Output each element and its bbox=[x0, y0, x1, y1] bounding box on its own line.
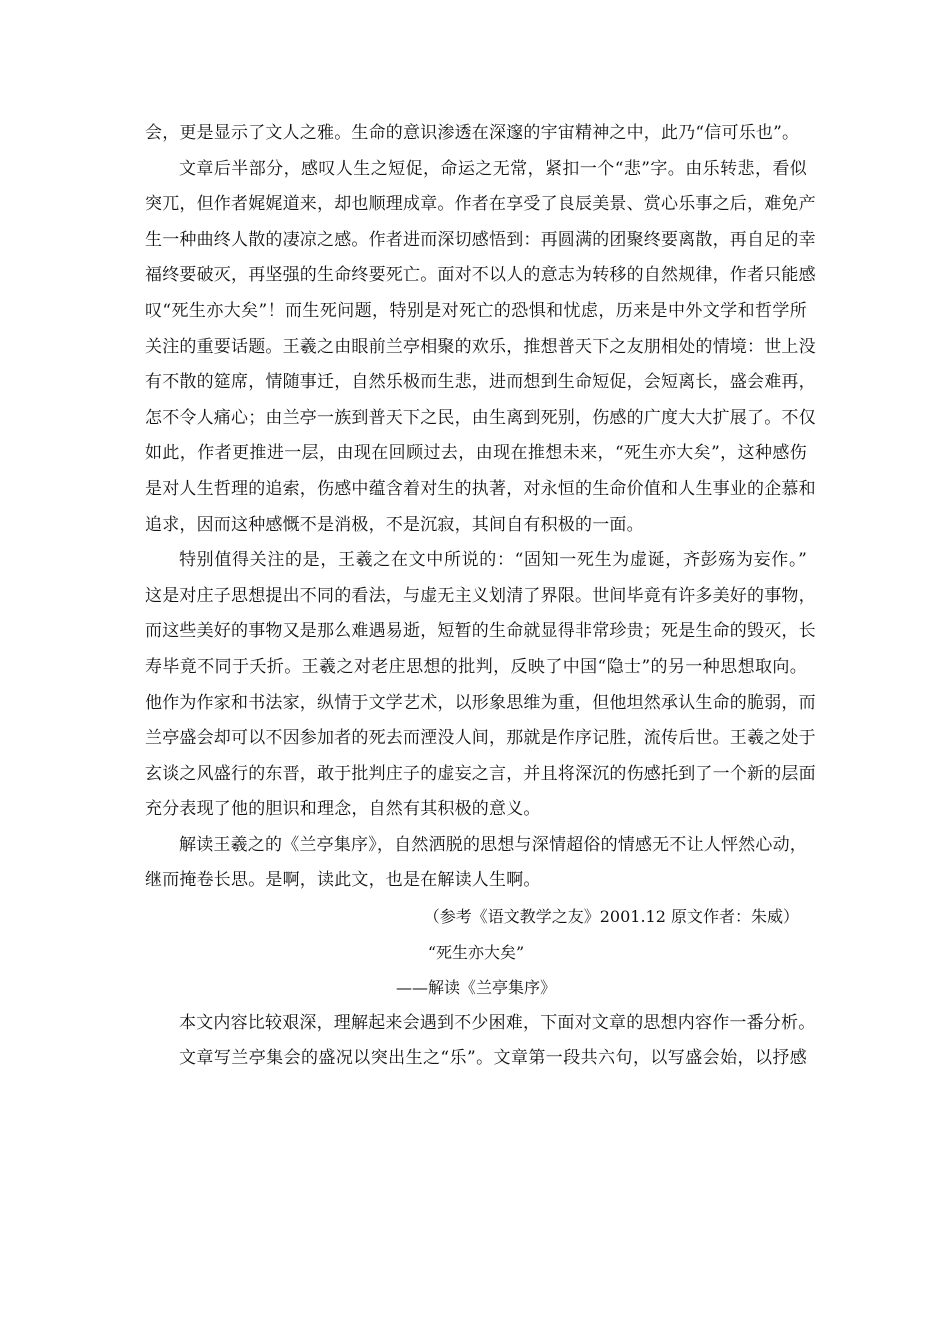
text-line: 会，更是显示了文人之雅。生命的意识渗透在深邃的宇宙精神之中，此乃“信可乐也”。 bbox=[145, 123, 800, 143]
text-line: 文章后半部分，感叹人生之短促，命运之无常，紧扣一个“悲”字。由乐转悲，看似 bbox=[179, 158, 807, 179]
text-line: 如此，作者更推进一层，由现在回顾过去，由现在推想未来，“死生亦大矣”，这种感伤 bbox=[145, 443, 807, 464]
text-line: 关注的重要话题。王羲之由眼前兰亭相聚的欢乐，推想普天下之友朋相处的情境：世上没 bbox=[145, 336, 816, 357]
source-note: （参考《语文教学之友》2001.12 原文作者：朱威） bbox=[423, 907, 799, 927]
paragraph-conclusion bbox=[145, 828, 807, 899]
paragraph-continuation bbox=[145, 116, 807, 152]
text-line: 本文内容比较艰深，理解起来会遇到不少困难，下面对文章的思想内容作一番分析。 bbox=[179, 1012, 816, 1033]
text-line: 追求，因而这种感慨不是消极，不是沉寂，其间自有积极的一面。 bbox=[145, 514, 644, 535]
text-line: 寿毕竟不同于夭折。王羲之对老庄思想的批判，反映了中国“隐士”的另一种思想取向。 bbox=[145, 656, 807, 677]
paragraph-joy bbox=[145, 1041, 807, 1077]
article-subtitle: ——解读《兰亭集序》 bbox=[395, 978, 556, 998]
text-line: 特别值得关注的是，王羲之在文中所说的：“固知一死生为虚诞，齐彭殇为妄作。” bbox=[179, 550, 807, 571]
text-line: 解读王羲之的《兰亭集序》，自然洒脱的思想与深情超俗的情感无不让人怦然心动， bbox=[179, 834, 807, 855]
text-line: 福终要破灭，再坚强的生命终要死亡。面对不以人的意志为转移的自然规律，作者只能感 bbox=[145, 265, 816, 286]
text-line: 文章写兰亭集会的盛况以突出生之“乐”。文章第一段共六句，以写盛会始，以抒感 bbox=[179, 1048, 807, 1069]
text-line: 充分表现了他的胆识和理念，自然有其积极的意义。 bbox=[145, 799, 541, 820]
text-line: 这是对庄子思想提出不同的看法，与虚无主义划清了界限。世间毕竟有许多美好的事物， bbox=[145, 585, 816, 606]
text-line: 而这些美好的事物又是那么难遇易逝，短暂的生命就显得非常珍贵；死是生命的毁灭，长 bbox=[145, 621, 816, 642]
document-page bbox=[145, 116, 816, 1077]
text-line: 兰亭盛会却可以不因参加者的死去而湮没人间，那就是作序记胜，流传后世。王羲之处于 bbox=[145, 728, 816, 749]
text-line: 玄谈之风盛行的东晋，敢于批判庄子的虚妄之言，并且将深沉的伤感托到了一个新的层面 bbox=[145, 763, 816, 784]
paragraph-intro bbox=[145, 1006, 816, 1042]
article-title: “死生亦大矣” bbox=[427, 942, 525, 962]
text-line: 突兀，但作者娓娓道来，却也顺理成章。作者在享受了良辰美景、赏心乐事之后，难免产 bbox=[145, 194, 816, 215]
text-line: 生一种曲终人散的凄凉之感。作者进而深切感悟到：再圆满的团聚终要离散，再自足的幸 bbox=[145, 229, 816, 250]
text-line: 有不散的筵席，情随事迁，自然乐极而生悲，进而想到生命短促，会短离长，盛会难再， bbox=[145, 372, 816, 393]
text-line: 怎不令人痛心；由兰亭一族到普天下之民，由生离到死别，伤感的广度大大扩展了。不仅 bbox=[145, 407, 816, 428]
text-line: 叹“死生亦大矣”！而生死问题，特别是对死亡的恐惧和忧虑，历来是中外文学和哲学所 bbox=[145, 300, 807, 321]
text-line: 他作为作家和书法家，纵情于文学艺术，以形象思维为重，但他坦然承认生命的脆弱，而 bbox=[145, 692, 816, 713]
text-line: 继而掩卷长思。是啊，读此文，也是在解读人生啊。 bbox=[145, 870, 541, 891]
paragraph-sorrow bbox=[145, 152, 816, 544]
paragraph-zhuangzi-critique bbox=[145, 543, 816, 828]
text-line: 是对人生哲理的追索，伤感中蕴含着对生的执著，对永恒的生命价值和人生事业的企慕和 bbox=[145, 478, 816, 499]
